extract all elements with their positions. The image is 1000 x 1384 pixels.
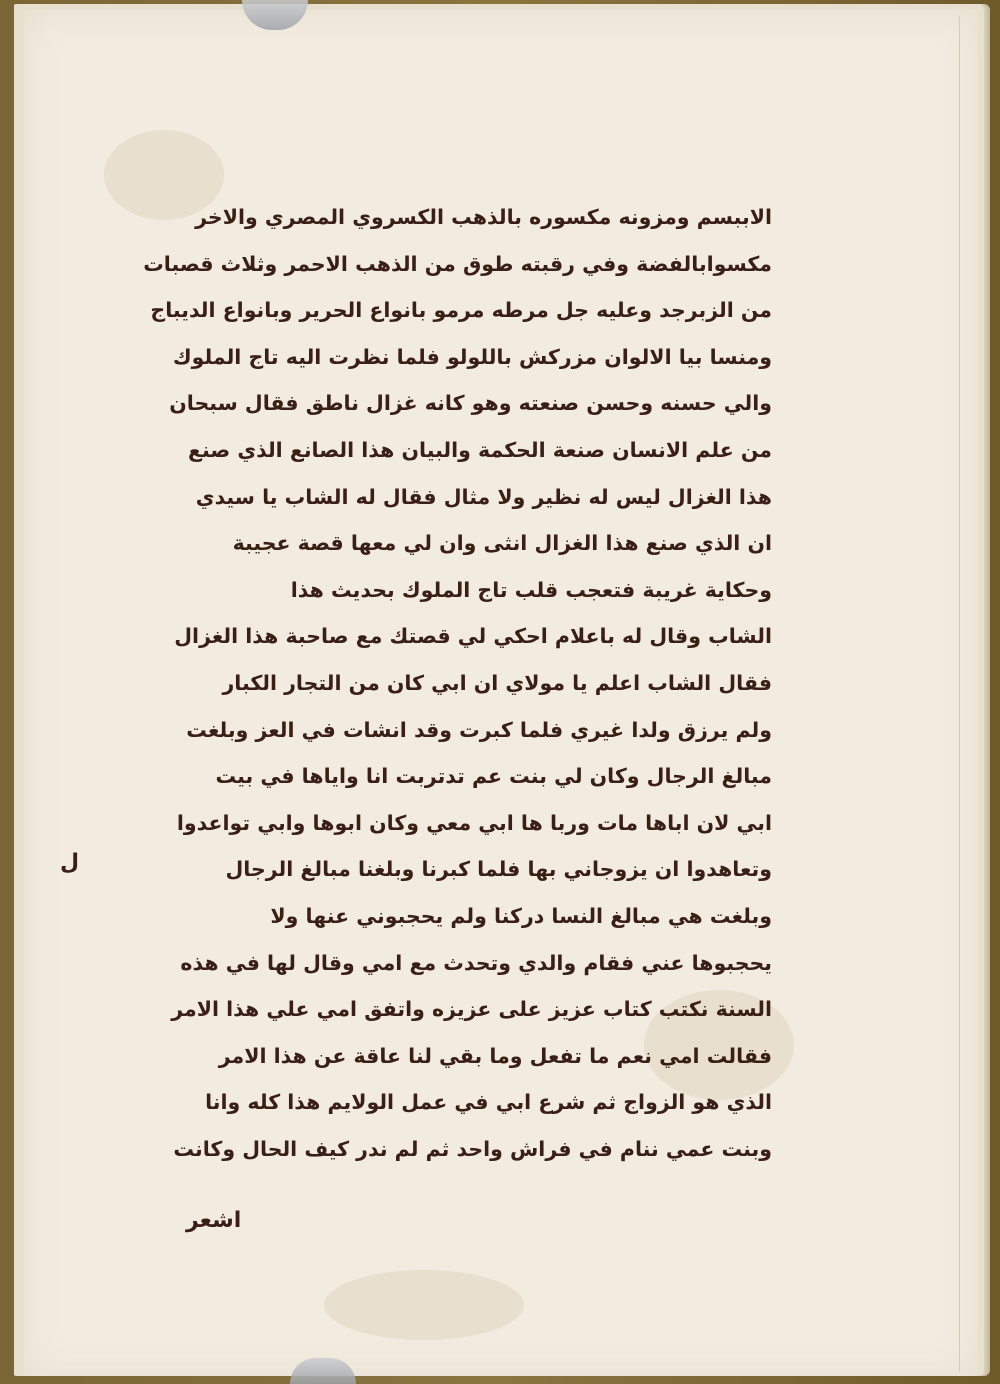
text-line: والي حسنه وحسن صنعته وهو كانه غزال ناطق فقال سبحان bbox=[169, 391, 772, 416]
poem-cue: اشعر bbox=[186, 1208, 242, 1233]
text-line: وبلغت هي مبالغ النسا دركنا ولم يحجبوني عنها ولا bbox=[270, 903, 772, 928]
text-line: وبنت عمي ننام في فراش واحد ثم لم ندر كيف الحال وكانت bbox=[173, 1136, 772, 1161]
text-line: من علم الانسان صنعة الحكمة والبيان هذا الصانع الذي صنع bbox=[188, 437, 772, 462]
manuscript-text bbox=[102, 194, 772, 1172]
text-line: هذا الغزال ليس له نظير ولا مثال فقال له الشاب يا سيدي bbox=[195, 484, 772, 509]
page-edge bbox=[959, 16, 960, 1372]
text-line: الذي هو الزواج ثم شرع ابي في عمل الولايم هذا كله وانا bbox=[205, 1090, 772, 1115]
text-line: ابي لان اباها مات وربا ها ابي معي وكان ابوها وابي تواعدوا bbox=[176, 810, 772, 835]
text-line: السنة نكتب كتاب عزيز على عزيزه واتفق امي علي هذا الامر bbox=[171, 997, 772, 1022]
text-line: مبالغ الرجال وكان لي بنت عم تدتربت انا واياها في بيت bbox=[215, 764, 772, 789]
text-line: فقالت امي نعم ما تفعل وما بقي لنا عاقة عن هذا الامر bbox=[218, 1043, 772, 1068]
text-line: ولم يرزق ولدا غيري فلما كبرت وقد انشات في العز وبلغت bbox=[186, 717, 772, 742]
text-line: وتعاهدوا ان يزوجاني بها فلما كبرنا وبلغنا مبالغ الرجال bbox=[225, 857, 772, 882]
text-line: ومنسا بيا الالوان مزركش باللولو فلما نظرت اليه تاج الملوك bbox=[172, 344, 772, 369]
text-line: الشاب وقال له باعلام احكي لي قصتك مع صاحبة هذا الغزال bbox=[174, 624, 772, 649]
text-line: وحكاية غريبة فتعجب قلب تاج الملوك بحديث هذا bbox=[290, 577, 772, 602]
text-line: يحجبوها عني فقام والدي وتحدث مع امي وقال لها في هذه bbox=[180, 950, 772, 975]
text-line: فقال الشاب اعلم يا مولاي ان ابي كان من التجار الكبار bbox=[222, 670, 772, 695]
text-line: ان الذي صنع هذا الغزال انثى وان لي معها قصة عجيبة bbox=[232, 531, 772, 556]
margin-note: ل bbox=[60, 850, 80, 875]
text-line: مكسوابالفضة وفي رقبته طوق من الذهب الاحمر وثلاث قصبات bbox=[143, 251, 772, 276]
text-line: الاببسم ومزونه مكسوره بالذهب الكسروي المصري والاخر bbox=[195, 205, 772, 229]
text-line: من الزبرجد وعليه جل مرطه مرمو بانواع الحرير وبانواع الديباج bbox=[150, 298, 772, 323]
paper-stain bbox=[324, 1270, 524, 1340]
